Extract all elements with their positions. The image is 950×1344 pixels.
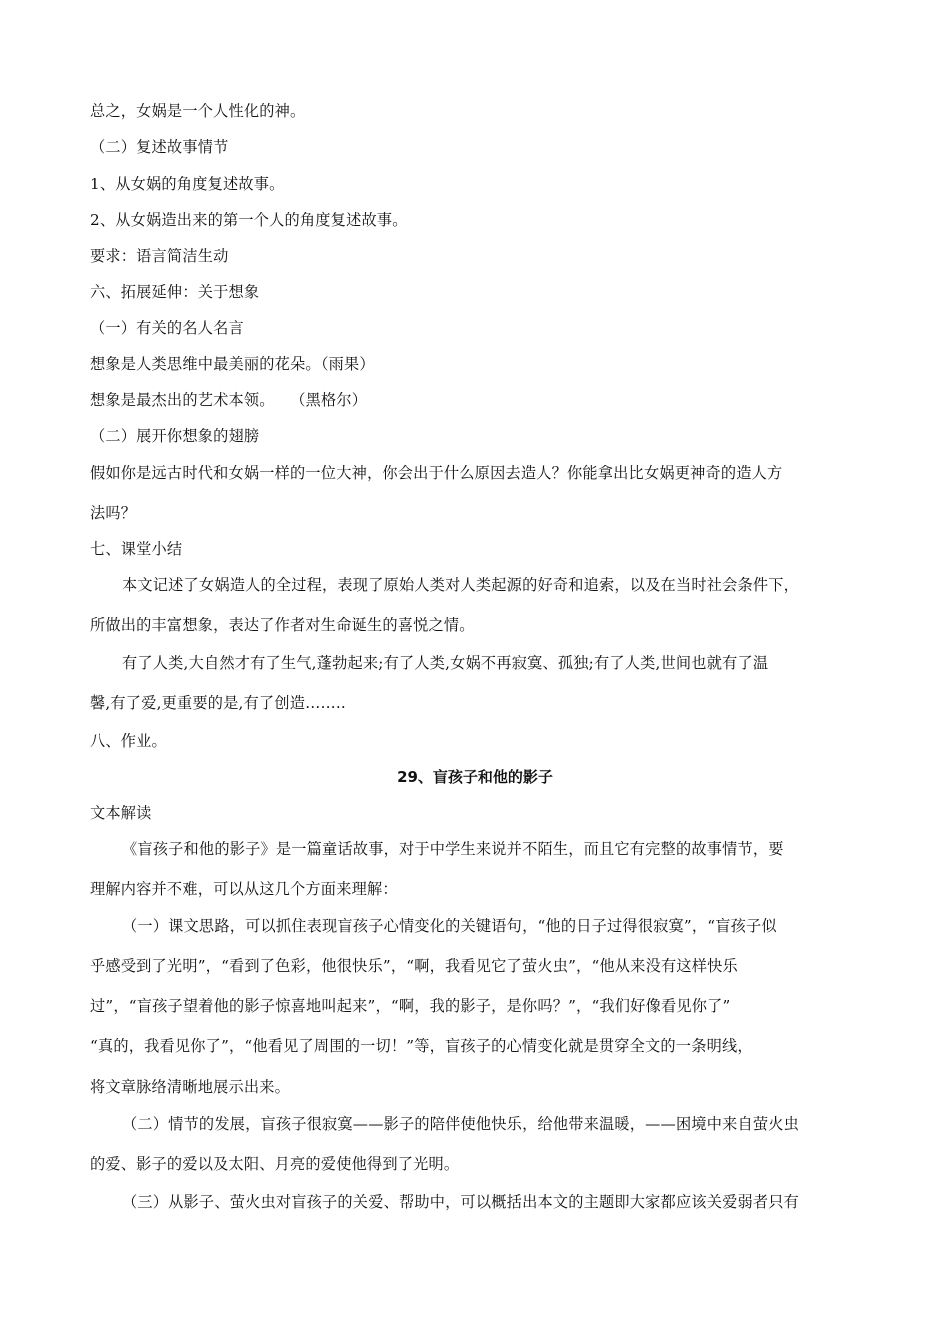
paragraph-line: “真的，我看见你了”，“他看见了周围的一切！”等，盲孩子的心情变化就是贯穿全文的一条明线，: [90, 1037, 753, 1055]
section-heading: 文本解读: [90, 804, 152, 822]
paragraph-line: （一）课文思路，可以抓住表现盲孩子心情变化的关键语句，“他的日子过得很寂寞”，“盲孩子似: [122, 917, 777, 935]
paragraph-line: 1、从女娲的角度复述故事。: [90, 175, 285, 193]
section-heading: （二）展开你想象的翅膀: [90, 427, 260, 445]
paragraph-line: 法吗？: [90, 504, 137, 522]
paragraph-line: 的爱、影子的爱以及太阳、月亮的爱使他得到了光明。: [90, 1155, 460, 1173]
paragraph-line: 本文记述了女娲造人的全过程，表现了原始人类对人类起源的好奇和追索，以及在当时社会条件下，: [122, 576, 800, 594]
section-heading: 六、拓展延伸：关于想象: [90, 283, 260, 301]
paragraph-line: 馨,有了爱,更重要的是,有了创造……..: [90, 694, 346, 712]
paragraph-line: 要求：语言简洁生动: [90, 247, 229, 265]
paragraph-line: 将文章脉络清晰地展示出来。: [90, 1078, 291, 1096]
paragraph-line: 假如你是远古时代和女娲一样的一位大神，你会出于什么原因去造人？你能拿出比女娲更神奇的造人方: [90, 464, 783, 482]
paragraph-line: 所做出的丰富想象，表达了作者对生命诞生的喜悦之情。: [90, 616, 475, 634]
section-heading: 七、课堂小结: [90, 540, 183, 558]
quote-line: 想象是人类思维中最美丽的花朵。（雨果）: [90, 355, 375, 373]
paragraph-line: （三）从影子、萤火虫对盲孩子的关爱、帮助中，可以概括出本文的主题即大家都应该关爱弱者只有: [122, 1193, 800, 1211]
paragraph-line: 有了人类,大自然才有了生气,蓬勃起来;有了人类,女娲不再寂寞、孤独;有了人类,世间也就有了温: [122, 654, 769, 672]
paragraph-line: 过”，“盲孩子望着他的影子惊喜地叫起来”，“啊，我的影子，是你吗？”，“我们好像看见你了”: [90, 997, 731, 1015]
paragraph-line: （二）情节的发展，盲孩子很寂寞——影子的陪伴使他快乐，给他带来温暖，——困境中来自萤火虫: [122, 1115, 800, 1133]
section-heading: （二）复述故事情节: [90, 138, 229, 156]
paragraph-line: 乎感受到了光明”，“看到了色彩，他很快乐”，“啊，我看见它了萤火虫”，“他从来没有这样快乐: [90, 957, 738, 975]
section-heading: （一）有关的名人名言: [90, 319, 244, 337]
paragraph-line: 总之，女娲是一个人性化的神。: [90, 102, 306, 120]
quote-line: 想象是最杰出的艺术本领。 （黑格尔）: [90, 391, 368, 409]
paragraph-line: 2、从女娲造出来的第一个人的角度复述故事。: [90, 211, 408, 229]
section-heading: 八、作业。: [90, 732, 167, 750]
paragraph-line: 理解内容并不难，可以从这几个方面来理解：: [90, 880, 398, 898]
paragraph-line: 《盲孩子和他的影子》是一篇童话故事，对于中学生来说并不陌生，而且它有完整的故事情节，要: [122, 840, 784, 858]
article-title: 29、盲孩子和他的影子: [397, 768, 553, 786]
